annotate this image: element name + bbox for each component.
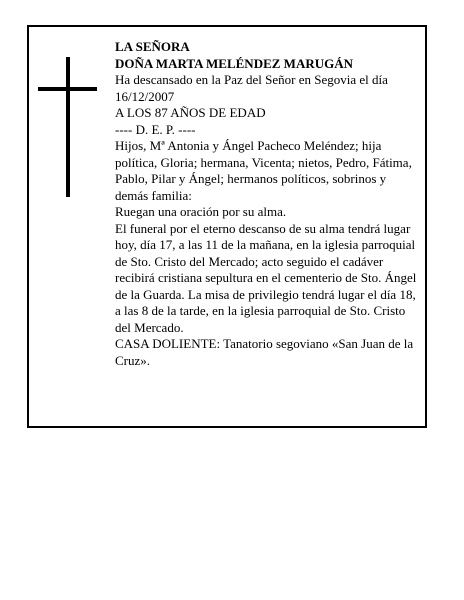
deceased-name: DOÑA MARTA MELÉNDEZ MARUGÁN [115, 55, 353, 71]
prayer-request: Ruegan una oración por su alma. [115, 204, 287, 219]
rest-statement: Ha descansado en la Paz del Señor en Segovia el día 16/12/2007 [115, 72, 388, 104]
obituary-heading: LA SEÑORA [115, 39, 190, 54]
rip-line: ---- D. E. P. ---- [115, 121, 196, 137]
funeral-home: CASA DOLIENTE: Tanatorio segoviano «San Juan de la Cruz». [115, 336, 414, 368]
family-list: Hijos, Mª Antonia y Ángel Pacheco Meléndez; hija política, Gloria; hermana, Vicenta; nietos, Pedro, Fátima, Pablo, Pilar y Ángel; hermanos políticos, sobrinos y demás familia: [115, 138, 412, 203]
cross-vertical-bar [66, 57, 70, 197]
funeral-details: El funeral por el eterno descanso de su alma tendrá lugar hoy, día 17, a las 11 de la mañana, en la iglesia parroquial de Sto. Cristo del Mercado; acto seguido el cadáver recibirá cristiana sepultura en el cementerio de Sto. Ángel de la Guarda. La misa de privilegio tendrá lugar el día 18, a las 8 de la tarde, en la iglesia parroquial de Sto. Cristo del Mercado. [115, 220, 417, 335]
cross-horizontal-bar [38, 87, 97, 91]
obituary-text [115, 39, 417, 369]
age-line: A LOS 87 AÑOS DE EDAD [115, 105, 266, 120]
